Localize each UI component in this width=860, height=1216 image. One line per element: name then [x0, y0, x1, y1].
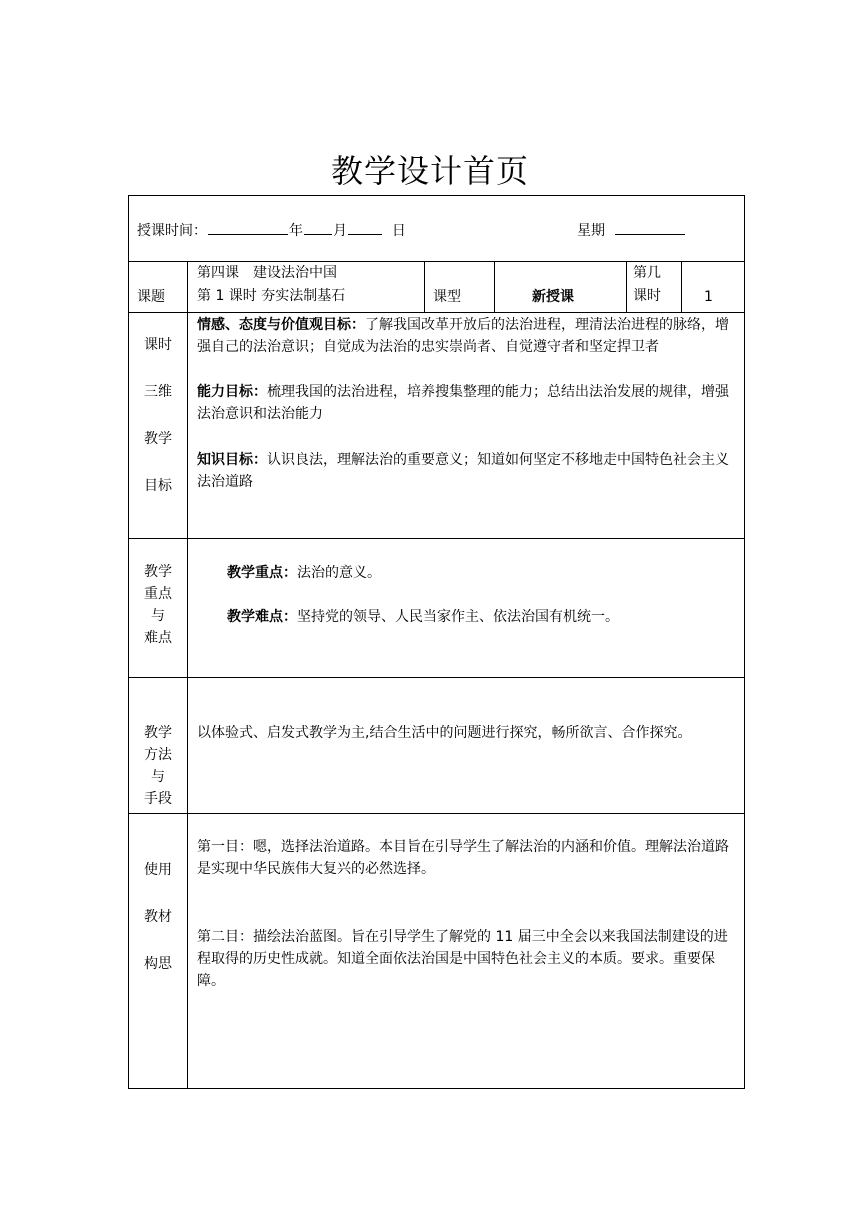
methods-text: 以体验式、启发式教学为主,结合生活中的问题进行探究，畅所欲言、合作探究。: [197, 725, 692, 741]
knowledge-text: 认识良法，理解法治的重要意义；知道如何坚定不移地走中国特色社会主义法治道路: [197, 452, 729, 490]
period-label-1: 第几: [633, 265, 661, 281]
day-label: 日: [391, 223, 406, 239]
key-point-title: 教学重点：: [227, 565, 297, 581]
col-divider: [424, 261, 425, 312]
col-divider: [494, 261, 495, 312]
difficult-point: [227, 606, 619, 628]
day-blank[interactable]: [348, 218, 382, 235]
weekday-row: [577, 218, 686, 242]
month-label: 月: [333, 223, 347, 239]
row-divider: [128, 538, 745, 539]
class-time-row: [137, 218, 406, 242]
type-label: 课型: [433, 289, 461, 305]
col-divider: [187, 261, 188, 1089]
key-point-text: 法治的意义。: [297, 565, 381, 581]
material-paragraph-1: 第一目：嗯，选择法治道路。本目旨在引导学生了解法治的内涵和价值。理解法治道路是实现中华民族伟大复兴的必然选择。: [197, 839, 729, 877]
material-label: 使用 教材 构思: [144, 862, 172, 972]
topic-line-2: 第 1 课时 夯实法制基石: [197, 288, 346, 304]
topic-line-1: 第四课 建设法治中国: [197, 265, 337, 281]
ability-title: 能力目标：: [197, 384, 267, 400]
objectives-label: 课时 三维 教学 目标: [144, 337, 172, 494]
col-divider: [681, 261, 682, 312]
emotion-objective: [197, 314, 739, 358]
ability-text: 梳理我国的法治进程，培养搜集整理的能力；总结出法治发展的规律，增强法治意识和法治能力: [197, 384, 729, 422]
topic-label: 课题: [137, 289, 165, 305]
row-divider: [128, 813, 745, 814]
knowledge-title: 知识目标：: [197, 452, 267, 468]
material-paragraph-2: 第二目：描绘法治蓝图。旨在引导学生了解党的 11 届三中全会以来我国法制建设的进程取得的历史性成就。知道全面依法治国是中国特色社会主义的本质。要求。重要保障。: [197, 929, 728, 989]
ability-objective: [197, 381, 739, 425]
type-value: 新授课: [532, 289, 574, 305]
row-divider: [128, 677, 745, 678]
year-blank[interactable]: [208, 218, 288, 235]
key-points-label: 教学 重点 与 难点: [144, 564, 172, 646]
row-divider: [128, 312, 745, 313]
key-point: [227, 562, 381, 584]
year-label: 年: [289, 223, 303, 239]
weekday-blank[interactable]: [615, 218, 685, 235]
methods-label: 教学 方法 与 手段: [144, 725, 172, 807]
difficult-point-title: 教学难点：: [227, 609, 297, 625]
col-divider: [626, 261, 627, 312]
month-blank[interactable]: [304, 218, 332, 235]
weekday-label: 星期: [577, 223, 605, 239]
period-label-2: 课时: [633, 288, 661, 304]
knowledge-objective: [197, 449, 739, 493]
emotion-title: 情感、态度与价值观目标：: [197, 317, 365, 333]
page-title: 教学设计首页: [330, 152, 529, 190]
emotion-text: 了解我国改革开放后的法治进程，理清法治进程的脉络，增强自己的法治意识；自觉成为法治的忠实崇尚者、自觉遵守者和坚定捍卫者: [197, 317, 729, 355]
difficult-point-text: 坚持党的领导、人民当家作主、依法治国有机统一。: [297, 609, 619, 625]
class-time-label: 授课时间：: [137, 223, 207, 239]
period-value: 1: [704, 289, 713, 305]
